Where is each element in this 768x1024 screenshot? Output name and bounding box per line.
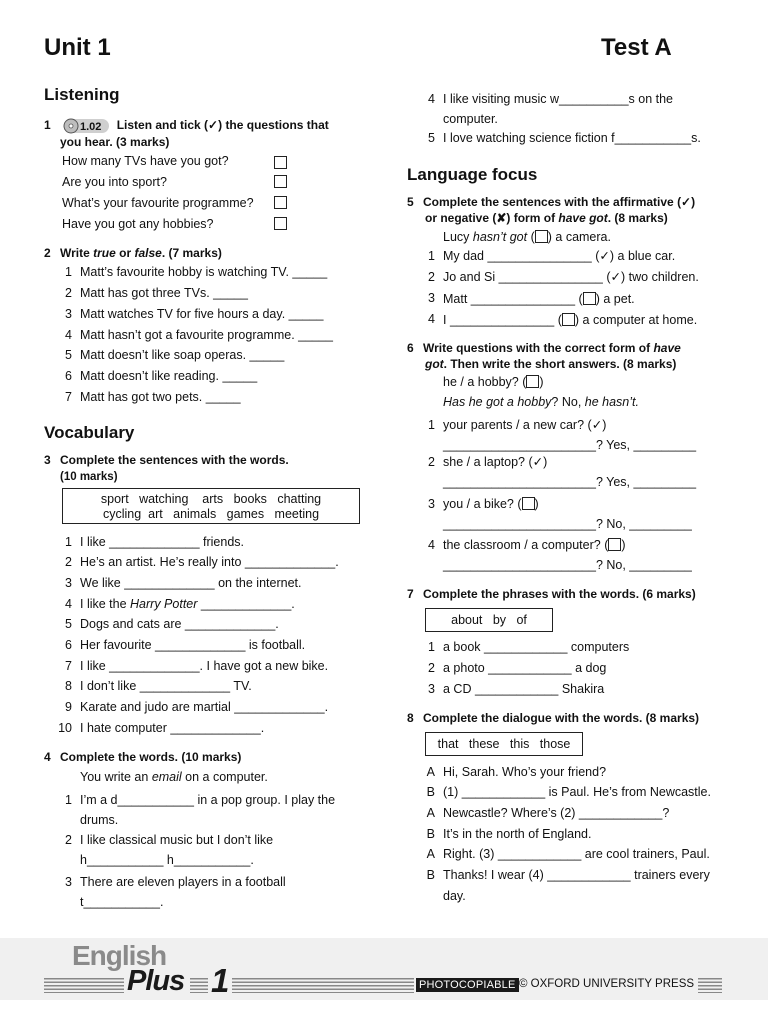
q2-item: 6 Matt doesn’t like reading. _____	[65, 369, 258, 383]
q6-item: 1 your parents / a new car? (✓) ______________________? Yes, _________	[428, 418, 697, 452]
q3-item: 1 I like _____________ friends.	[65, 535, 245, 549]
q1-item: How many TVs have you got?	[62, 154, 229, 168]
dialogue-line: A Right. (3) ____________ are cool trainers, Paul.	[426, 847, 710, 861]
question-3-instruction: 3 Complete the sentences with the words. (10 marks)	[44, 453, 289, 483]
english-plus-logo-level: 1	[211, 962, 230, 999]
q1-item: Are you into sport?	[62, 175, 167, 189]
q5-item: 3 Matt _______________ ( ) a pet.	[428, 291, 635, 306]
answer-box	[526, 375, 539, 388]
question-6-instruction: 6 Write questions with the correct form of have got. Then write the short answers. (8 marks)	[407, 341, 681, 371]
answer-box	[522, 497, 535, 510]
q3-item: 10 I hate computer _____________.	[58, 721, 265, 735]
q2-item: 3 Matt watches TV for five hours a day. _____	[65, 307, 324, 321]
footer-stripes-center	[232, 978, 414, 993]
footer-stripes-mid	[190, 978, 208, 993]
q3-item: 6 Her favourite _____________ is football.	[65, 638, 306, 652]
dialogue-line: day.	[443, 889, 466, 903]
q2-item: 1 Matt’s favourite hobby is watching TV. _____	[65, 265, 328, 279]
q2-item: 5 Matt doesn’t like soap operas. _____	[65, 348, 285, 362]
dialogue-line: B Thanks! I wear (4) ____________ trainers every	[426, 868, 710, 882]
question-5-instruction: 5 Complete the sentences with the affirmative (✓) or negative (✘) form of have got. (8 marks)	[407, 195, 696, 225]
q4-item: 5 I love watching science fiction f___________s.	[428, 131, 701, 145]
q3-item: 8 I don’t like _____________ TV.	[65, 679, 252, 693]
tick-checkbox[interactable]	[274, 196, 287, 209]
tick-icon: ✓	[532, 455, 544, 469]
q4-item: 3 There are eleven players in a football t___________.	[65, 875, 286, 909]
q4-item: 2 I like classical music but I don’t like h___________ h___________.	[65, 833, 274, 867]
question-4-instruction: 4 Complete the words. (10 marks)	[44, 750, 242, 764]
q2-item: 7 Matt has got two pets. _____	[65, 390, 241, 404]
q3-item: 5 Dogs and cats are _____________.	[65, 617, 279, 631]
q3-item: 3 We like _____________ on the internet.	[65, 576, 302, 590]
q5-example: Lucy hasn’t got ( ) a camera.	[443, 230, 611, 244]
q7-item: 3 a CD ____________ Shakira	[428, 682, 605, 696]
language-focus-heading: Language focus	[407, 165, 538, 184]
q6-item: 4 the classroom / a computer? ( ) ______________________? No, _________	[428, 538, 692, 572]
tick-checkbox[interactable]	[274, 156, 287, 169]
footer-stripes-right	[698, 978, 722, 993]
audio-track-number: 1.02	[80, 121, 102, 133]
q7-item: 1 a book ____________ computers	[428, 640, 630, 654]
q4-item: 1 I’m a d___________ in a pop group. I play the drums.	[65, 793, 336, 827]
q1-item: What’s your favourite programme?	[62, 196, 254, 210]
q6-item: 3 you / a bike? ( ) ______________________? No, _________	[428, 497, 692, 531]
listening-heading: Listening	[44, 85, 120, 104]
question-1-instruction: 1 1.02 Listen and tick (✓) the questions that you hear. (3 marks)	[44, 118, 329, 149]
q2-item: 4 Matt hasn’t got a favourite programme. _____	[65, 328, 333, 342]
q8-word-box: that these this those	[425, 732, 583, 756]
q3-item: 9 Karate and judo are martial _____________.	[65, 700, 329, 714]
q7-item: 2 a photo ____________ a dog	[428, 661, 607, 675]
q2-item: 2 Matt has got three TVs. _____	[65, 286, 248, 300]
dialogue-line: A Newcastle? Where’s (2) ____________?	[426, 806, 670, 820]
tick-checkbox[interactable]	[274, 175, 287, 188]
dialogue-line: A Hi, Sarah. Who’s your friend?	[426, 765, 607, 779]
q3-item: 2 He’s an artist. He’s really into _____________.	[65, 555, 339, 569]
q6-item: 2 she / a laptop? (✓) ______________________? Yes, _________	[428, 455, 697, 489]
q7-word-box: about by of	[425, 608, 553, 632]
question-2-instruction: 2 Write true or false. (7 marks)	[44, 246, 222, 260]
footer-stripes-left	[44, 978, 124, 993]
answer-box	[583, 292, 596, 305]
q3-item: 4 I like the Harry Potter _____________.	[65, 597, 295, 611]
publisher-credit: © OXFORD UNIVERSITY PRESS	[519, 978, 695, 990]
question-8-instruction: 8 Complete the dialogue with the words. (8 marks)	[407, 711, 700, 725]
q1-item: Have you got any hobbies?	[62, 217, 214, 231]
english-plus-logo-plus: Plus	[127, 965, 185, 997]
dialogue-line: B (1) ____________ is Paul. He’s from Newcastle.	[426, 785, 711, 799]
q4-item: 4 I like visiting music w__________s on the computer.	[428, 92, 673, 126]
q5-item: 1 My dad _______________ (✓) a blue car.	[428, 249, 676, 263]
answer-box	[535, 230, 548, 243]
test-title: Test A	[601, 34, 672, 61]
photocopiable-badge: PHOTOCOPIABLE	[416, 978, 519, 992]
q5-item: 2 Jo and Si _______________ (✓) two children.	[428, 270, 699, 284]
q3-item: 7 I like _____________. I have got a new bike.	[65, 659, 329, 673]
q5-item: 4 I _______________ ( ) a computer at home.	[428, 312, 698, 327]
answer-box	[562, 313, 575, 326]
tick-icon: ✓	[610, 270, 621, 284]
english-plus-logo-english: English	[72, 940, 167, 971]
tick-checkbox[interactable]	[274, 217, 287, 230]
q4-example: You write an email on a computer.	[80, 770, 268, 784]
unit-title: Unit 1	[44, 34, 111, 61]
q6-example: he / a hobby? ( )	[443, 375, 544, 389]
q6-example-answer: Has he got a hobby? No, he hasn’t.	[443, 395, 639, 409]
question-7-instruction: 7 Complete the phrases with the words. (6 marks)	[407, 587, 696, 601]
tick-icon: ✓	[599, 249, 610, 263]
answer-box	[608, 538, 621, 551]
q3-word-box: sport watching arts books chatting cycling art animals games meeting	[62, 488, 360, 524]
dialogue-line: B It’s in the north of England.	[426, 827, 592, 841]
vocabulary-heading: Vocabulary	[44, 423, 135, 442]
tick-icon: ✓	[591, 418, 603, 432]
